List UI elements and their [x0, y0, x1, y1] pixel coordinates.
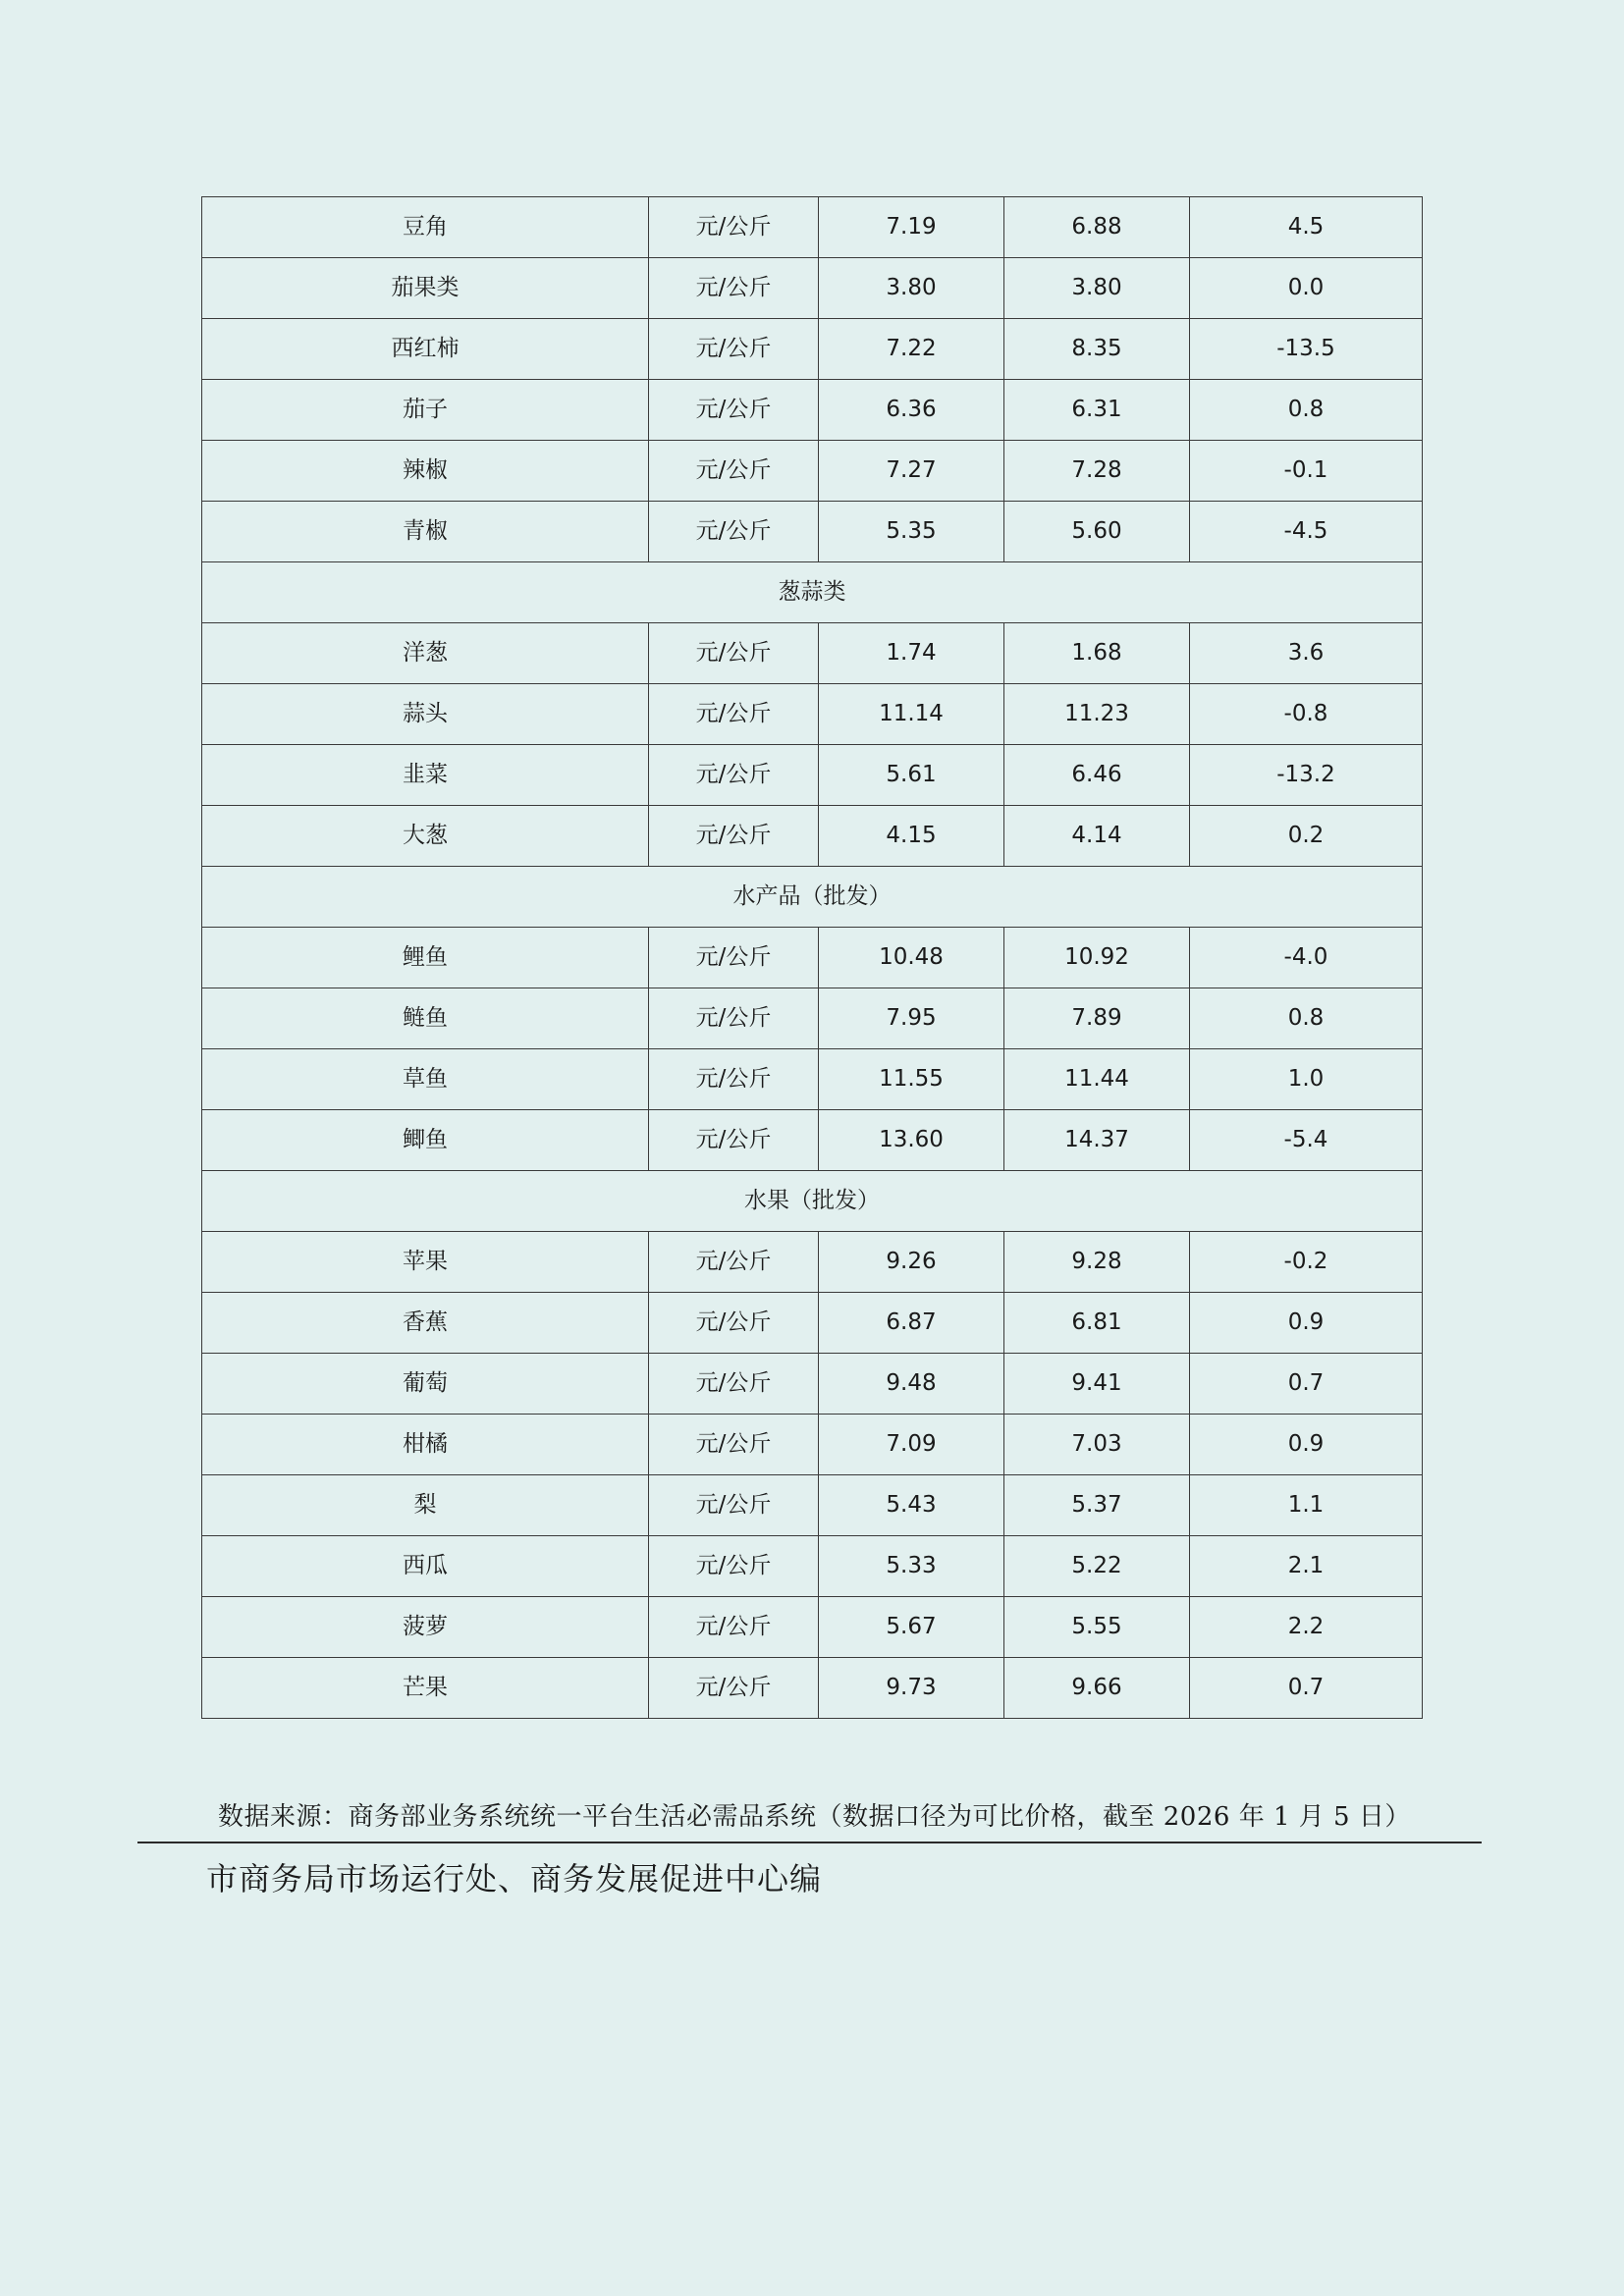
item-name-cell: 辣椒: [202, 441, 649, 502]
change-percent-cell: -5.4: [1190, 1110, 1423, 1171]
previous-price-cell: 1.68: [1004, 623, 1190, 684]
current-price-cell: 5.67: [819, 1597, 1004, 1658]
item-name-cell: 青椒: [202, 502, 649, 562]
unit-cell: 元/公斤: [649, 1475, 819, 1536]
unit-cell: 元/公斤: [649, 745, 819, 806]
item-name-cell: 蒜头: [202, 684, 649, 745]
previous-price-cell: 5.55: [1004, 1597, 1190, 1658]
current-price-cell: 11.14: [819, 684, 1004, 745]
item-name-cell: 西瓜: [202, 1536, 649, 1597]
unit-cell: 元/公斤: [649, 1232, 819, 1293]
table-row: [202, 441, 1423, 502]
previous-price-cell: 14.37: [1004, 1110, 1190, 1171]
table-row: [202, 745, 1423, 806]
table-row: [202, 1110, 1423, 1171]
table-row: [202, 1049, 1423, 1110]
previous-price-cell: 6.88: [1004, 197, 1190, 258]
previous-price-cell: 4.14: [1004, 806, 1190, 867]
previous-price-cell: 10.92: [1004, 928, 1190, 988]
item-name-cell: 香蕉: [202, 1293, 649, 1354]
unit-cell: 元/公斤: [649, 1536, 819, 1597]
previous-price-cell: 9.66: [1004, 1658, 1190, 1719]
current-price-cell: 4.15: [819, 806, 1004, 867]
change-percent-cell: 2.2: [1190, 1597, 1423, 1658]
table-row: [202, 684, 1423, 745]
current-price-cell: 3.80: [819, 258, 1004, 319]
unit-cell: 元/公斤: [649, 258, 819, 319]
table-row: [202, 988, 1423, 1049]
current-price-cell: 7.19: [819, 197, 1004, 258]
table-row: [202, 1232, 1423, 1293]
change-percent-cell: -13.5: [1190, 319, 1423, 380]
category-label: 葱蒜类: [202, 562, 1423, 623]
current-price-cell: 9.73: [819, 1658, 1004, 1719]
change-percent-cell: 0.8: [1190, 988, 1423, 1049]
table-row: [202, 319, 1423, 380]
table-row: [202, 258, 1423, 319]
unit-cell: 元/公斤: [649, 623, 819, 684]
table-row: [202, 1658, 1423, 1719]
change-percent-cell: 1.0: [1190, 1049, 1423, 1110]
previous-price-cell: 5.60: [1004, 502, 1190, 562]
change-percent-cell: 1.1: [1190, 1475, 1423, 1536]
unit-cell: 元/公斤: [649, 1658, 819, 1719]
item-name-cell: 草鱼: [202, 1049, 649, 1110]
change-percent-cell: -0.1: [1190, 441, 1423, 502]
item-name-cell: 茄果类: [202, 258, 649, 319]
unit-cell: 元/公斤: [649, 988, 819, 1049]
table-row: [202, 806, 1423, 867]
table-row: [202, 928, 1423, 988]
item-name-cell: 柑橘: [202, 1415, 649, 1475]
current-price-cell: 5.35: [819, 502, 1004, 562]
previous-price-cell: 9.41: [1004, 1354, 1190, 1415]
current-price-cell: 7.09: [819, 1415, 1004, 1475]
previous-price-cell: 6.81: [1004, 1293, 1190, 1354]
table-row: [202, 1597, 1423, 1658]
category-row: [202, 867, 1423, 928]
table-row: [202, 1293, 1423, 1354]
unit-cell: 元/公斤: [649, 1293, 819, 1354]
current-price-cell: 9.26: [819, 1232, 1004, 1293]
change-percent-cell: -4.0: [1190, 928, 1423, 988]
table-row: [202, 623, 1423, 684]
unit-cell: 元/公斤: [649, 319, 819, 380]
item-name-cell: 菠萝: [202, 1597, 649, 1658]
change-percent-cell: 0.2: [1190, 806, 1423, 867]
previous-price-cell: 11.44: [1004, 1049, 1190, 1110]
change-percent-cell: -0.2: [1190, 1232, 1423, 1293]
current-price-cell: 5.43: [819, 1475, 1004, 1536]
table-body: [202, 197, 1423, 1719]
category-row: [202, 562, 1423, 623]
unit-cell: 元/公斤: [649, 1354, 819, 1415]
item-name-cell: 芒果: [202, 1658, 649, 1719]
current-price-cell: 5.33: [819, 1536, 1004, 1597]
table-row: [202, 1475, 1423, 1536]
previous-price-cell: 5.22: [1004, 1536, 1190, 1597]
item-name-cell: 鲢鱼: [202, 988, 649, 1049]
category-label: 水产品（批发）: [202, 867, 1423, 928]
item-name-cell: 鲤鱼: [202, 928, 649, 988]
change-percent-cell: 0.7: [1190, 1658, 1423, 1719]
current-price-cell: 9.48: [819, 1354, 1004, 1415]
item-name-cell: 梨: [202, 1475, 649, 1536]
unit-cell: 元/公斤: [649, 1110, 819, 1171]
footer-divider: [137, 1842, 1482, 1843]
current-price-cell: 10.48: [819, 928, 1004, 988]
item-name-cell: 西红柿: [202, 319, 649, 380]
unit-cell: 元/公斤: [649, 380, 819, 441]
change-percent-cell: 0.9: [1190, 1293, 1423, 1354]
previous-price-cell: 7.28: [1004, 441, 1190, 502]
item-name-cell: 豆角: [202, 197, 649, 258]
previous-price-cell: 9.28: [1004, 1232, 1190, 1293]
category-label: 水果（批发）: [202, 1171, 1423, 1232]
unit-cell: 元/公斤: [649, 502, 819, 562]
unit-cell: 元/公斤: [649, 684, 819, 745]
previous-price-cell: 6.31: [1004, 380, 1190, 441]
table-row: [202, 1415, 1423, 1475]
unit-cell: 元/公斤: [649, 806, 819, 867]
item-name-cell: 苹果: [202, 1232, 649, 1293]
previous-price-cell: 3.80: [1004, 258, 1190, 319]
change-percent-cell: 0.0: [1190, 258, 1423, 319]
previous-price-cell: 6.46: [1004, 745, 1190, 806]
current-price-cell: 7.27: [819, 441, 1004, 502]
item-name-cell: 洋葱: [202, 623, 649, 684]
previous-price-cell: 11.23: [1004, 684, 1190, 745]
category-row: [202, 1171, 1423, 1232]
table-row: [202, 502, 1423, 562]
unit-cell: 元/公斤: [649, 1597, 819, 1658]
source-note: 数据来源：商务部业务系统统一平台生活必需品系统（数据口径为可比价格，截至 2026 年 1 月 5 日）: [218, 1802, 1411, 1832]
table-row: [202, 1354, 1423, 1415]
previous-price-cell: 7.03: [1004, 1415, 1190, 1475]
current-price-cell: 11.55: [819, 1049, 1004, 1110]
item-name-cell: 韭菜: [202, 745, 649, 806]
unit-cell: 元/公斤: [649, 1049, 819, 1110]
unit-cell: 元/公斤: [649, 441, 819, 502]
item-name-cell: 葡萄: [202, 1354, 649, 1415]
change-percent-cell: -4.5: [1190, 502, 1423, 562]
previous-price-cell: 7.89: [1004, 988, 1190, 1049]
current-price-cell: 7.95: [819, 988, 1004, 1049]
price-table: [201, 196, 1423, 1719]
item-name-cell: 鲫鱼: [202, 1110, 649, 1171]
change-percent-cell: 0.9: [1190, 1415, 1423, 1475]
table-row: [202, 1536, 1423, 1597]
change-percent-cell: 4.5: [1190, 197, 1423, 258]
current-price-cell: 5.61: [819, 745, 1004, 806]
change-percent-cell: 2.1: [1190, 1536, 1423, 1597]
table-row: [202, 380, 1423, 441]
unit-cell: 元/公斤: [649, 928, 819, 988]
previous-price-cell: 8.35: [1004, 319, 1190, 380]
change-percent-cell: -0.8: [1190, 684, 1423, 745]
current-price-cell: 6.36: [819, 380, 1004, 441]
table-row: [202, 197, 1423, 258]
change-percent-cell: 0.7: [1190, 1354, 1423, 1415]
unit-cell: 元/公斤: [649, 1415, 819, 1475]
change-percent-cell: 3.6: [1190, 623, 1423, 684]
current-price-cell: 7.22: [819, 319, 1004, 380]
change-percent-cell: 0.8: [1190, 380, 1423, 441]
current-price-cell: 13.60: [819, 1110, 1004, 1171]
unit-cell: 元/公斤: [649, 197, 819, 258]
current-price-cell: 1.74: [819, 623, 1004, 684]
item-name-cell: 茄子: [202, 380, 649, 441]
change-percent-cell: -13.2: [1190, 745, 1423, 806]
previous-price-cell: 5.37: [1004, 1475, 1190, 1536]
current-price-cell: 6.87: [819, 1293, 1004, 1354]
compiler-note: 市商务局市场运行处、商务发展促进中心编: [206, 1860, 823, 1897]
item-name-cell: 大葱: [202, 806, 649, 867]
